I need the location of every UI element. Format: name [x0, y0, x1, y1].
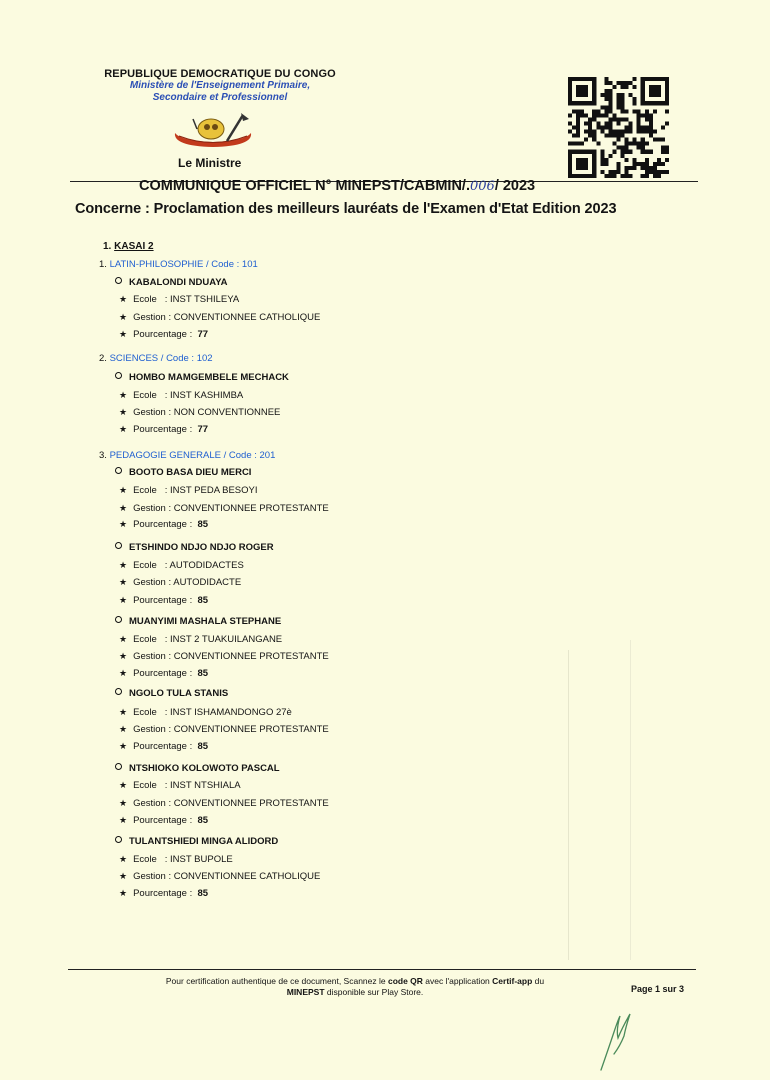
candidate-name-text: ETSHINDO NDJO NDJO ROGER: [129, 542, 274, 553]
pourcentage-label: Pourcentage: [133, 888, 187, 899]
scan-crease: [568, 650, 569, 960]
star-bullet-icon: ★: [119, 407, 128, 417]
handwritten-signature-icon: [596, 1010, 636, 1072]
gestion-value: CONVENTIONNEE PROTESTANTE: [173, 724, 329, 735]
star-bullet-icon: ★: [119, 780, 128, 790]
candidate-gestion: ★ Gestion : CONVENTIONNEE PROTESTANTE: [119, 651, 329, 662]
ecole-value: INST ISHAMANDONGO 27è: [170, 707, 292, 718]
communique-prefix: COMMUNIQUE OFFICIEL N° MINEPST/CABMIN/.: [139, 178, 470, 194]
note-text: Pour certification authentique de ce document, Scannez le: [165, 976, 388, 986]
gestion-value: NON CONVENTIONNEE: [173, 407, 281, 418]
candidate-pourcentage: ★ Pourcentage : 85: [119, 815, 209, 826]
ecole-label: Ecole: [133, 560, 157, 571]
pourcentage-value: 85: [197, 668, 209, 679]
gestion-label: Gestion: [133, 577, 166, 588]
pourcentage-label: Pourcentage: [133, 595, 187, 606]
candidate-ecole: ★ Ecole : INST KASHIMBA: [119, 390, 244, 401]
footer-divider: [68, 969, 696, 970]
candidate-ecole: ★ Ecole : INST ISHAMANDONGO 27è: [119, 707, 292, 718]
star-bullet-icon: ★: [119, 595, 128, 605]
candidate-name: [115, 542, 274, 553]
candidate-ecole: ★ Ecole : INST TSHILEYA: [119, 294, 240, 305]
candidate-gestion: ★ Gestion : CONVENTIONNEE PROTESTANTE: [119, 503, 329, 514]
candidate-pourcentage: ★ Pourcentage : 77: [119, 424, 209, 435]
section-heading: [99, 450, 275, 461]
section-heading: [99, 259, 258, 270]
candidate-name-text: HOMBO MAMGEMBELE MECHACK: [129, 372, 289, 383]
star-bullet-icon: ★: [119, 634, 128, 644]
star-bullet-icon: ★: [119, 329, 128, 339]
candidate-ecole: ★ Ecole : INST 2 TUAKUILANGANE: [119, 634, 283, 645]
candidate-name: [115, 372, 289, 383]
ecole-value: INST BUPOLE: [170, 854, 233, 865]
circle-bullet-icon: [115, 467, 122, 474]
minister-title: Le Ministre: [178, 156, 242, 170]
section-number: 1.: [99, 259, 107, 270]
candidate-name-text: BOOTO BASA DIEU MERCI: [129, 467, 252, 478]
candidate-name-text: TULANTSHIEDI MINGA ALIDORD: [129, 836, 279, 847]
gestion-label: Gestion: [133, 407, 166, 418]
candidate-gestion: ★ Gestion : AUTODIDACTE: [119, 577, 242, 588]
star-bullet-icon: ★: [119, 503, 128, 513]
section-title: PEDAGOGIE GENERALE / Code : 201: [109, 450, 276, 461]
section-title: SCIENCES / Code : 102: [109, 353, 213, 364]
ecole-value: AUTODIDACTES: [169, 560, 244, 571]
candidate-pourcentage: ★ Pourcentage : 85: [119, 519, 209, 530]
star-bullet-icon: ★: [119, 519, 128, 529]
star-bullet-icon: ★: [119, 854, 128, 864]
star-bullet-icon: ★: [119, 668, 128, 678]
ecole-label: Ecole: [133, 707, 157, 718]
coat-of-arms-icon: [165, 111, 261, 153]
candidate-name-text: KABALONDI NDUAYA: [129, 277, 228, 288]
pourcentage-label: Pourcentage: [133, 424, 187, 435]
star-bullet-icon: ★: [119, 312, 128, 322]
ecole-value: INST 2 TUAKUILANGANE: [170, 634, 283, 645]
section-title: LATIN-PHILOSOPHIE / Code : 101: [109, 259, 258, 270]
gestion-label: Gestion: [133, 312, 166, 323]
star-bullet-icon: ★: [119, 871, 128, 881]
gestion-value: CONVENTIONNEE CATHOLIQUE: [173, 312, 321, 323]
candidate-name: [115, 688, 228, 699]
star-bullet-icon: ★: [119, 294, 128, 304]
ministry-name-line2: Secondaire et Professionnel: [152, 92, 288, 103]
ecole-value: INST NTSHIALA: [170, 780, 241, 791]
concerne-subject: Concerne : Proclamation des meilleurs lauréats de l'Examen d'Etat Edition 2023: [75, 201, 617, 217]
star-bullet-icon: ★: [119, 724, 128, 734]
ecole-label: Ecole: [133, 390, 157, 401]
certification-note: [140, 976, 570, 998]
gestion-value: CONVENTIONNEE PROTESTANTE: [173, 503, 329, 514]
ecole-value: INST TSHILEYA: [170, 294, 240, 305]
section-number: 3.: [99, 450, 107, 461]
gestion-label: Gestion: [133, 651, 166, 662]
gestion-label: Gestion: [133, 798, 166, 809]
candidate-gestion: ★ Gestion : CONVENTIONNEE CATHOLIQUE: [119, 871, 321, 882]
star-bullet-icon: ★: [119, 798, 128, 808]
pourcentage-value: 85: [197, 888, 209, 899]
candidate-gestion: ★ Gestion : NON CONVENTIONNEE: [119, 407, 281, 418]
note-app-name: Certif-app: [492, 976, 533, 986]
candidate-name-text: NTSHIOKO KOLOWOTO PASCAL: [129, 763, 280, 774]
gestion-value: CONVENTIONNEE PROTESTANTE: [173, 651, 329, 662]
candidate-name: [115, 467, 251, 478]
candidate-name-text: NGOLO TULA STANIS: [129, 688, 229, 699]
star-bullet-icon: ★: [119, 888, 128, 898]
star-bullet-icon: ★: [119, 651, 128, 661]
candidate-name: [115, 616, 281, 627]
pourcentage-label: Pourcentage: [133, 519, 187, 530]
section-heading: [99, 353, 213, 364]
communique-number: 006: [469, 179, 495, 194]
candidate-pourcentage: ★ Pourcentage : 85: [119, 741, 209, 752]
circle-bullet-icon: [115, 277, 122, 284]
gestion-label: Gestion: [133, 503, 166, 514]
ecole-label: Ecole: [133, 634, 157, 645]
circle-bullet-icon: [115, 542, 122, 549]
section-number: 2.: [99, 353, 107, 364]
ecole-label: Ecole: [133, 294, 157, 305]
issuer-header: [90, 68, 350, 104]
ecole-value: INST KASHIMBA: [170, 390, 244, 401]
pourcentage-value: 77: [197, 424, 209, 435]
pourcentage-label: Pourcentage: [133, 815, 187, 826]
candidate-gestion: ★ Gestion : CONVENTIONNEE PROTESTANTE: [119, 724, 329, 735]
circle-bullet-icon: [115, 688, 122, 695]
candidate-gestion: ★ Gestion : CONVENTIONNEE PROTESTANTE: [119, 798, 329, 809]
qr-code-icon[interactable]: [567, 77, 670, 178]
candidate-pourcentage: ★ Pourcentage : 85: [119, 668, 209, 679]
pourcentage-value: 85: [197, 741, 209, 752]
candidate-pourcentage: ★ Pourcentage : 85: [119, 888, 209, 899]
circle-bullet-icon: [115, 616, 122, 623]
candidate-name: [115, 836, 278, 847]
province-number: 1.: [103, 241, 112, 252]
pourcentage-value: 77: [197, 329, 209, 340]
star-bullet-icon: ★: [119, 815, 128, 825]
candidate-pourcentage: ★ Pourcentage : 77: [119, 329, 209, 340]
communique-suffix: / 2023: [494, 178, 536, 194]
star-bullet-icon: ★: [119, 424, 128, 434]
gestion-label: Gestion: [133, 871, 166, 882]
ministry-name-line1: Ministère de l'Enseignement Primaire,: [129, 80, 311, 91]
note-ministry: MINEPST: [286, 987, 325, 997]
communique-title: [139, 178, 535, 194]
star-bullet-icon: ★: [119, 560, 128, 570]
republic-name: REPUBLIQUE DEMOCRATIQUE DU CONGO: [104, 68, 336, 80]
circle-bullet-icon: [115, 372, 122, 379]
province-heading: [103, 241, 154, 252]
ecole-label: Ecole: [133, 780, 157, 791]
gestion-value: AUTODIDACTE: [173, 577, 242, 588]
gestion-value: CONVENTIONNEE CATHOLIQUE: [173, 871, 321, 882]
pourcentage-value: 85: [197, 519, 209, 530]
star-bullet-icon: ★: [119, 390, 128, 400]
note-qr-code: code QR: [387, 976, 423, 986]
pourcentage-value: 85: [197, 595, 209, 606]
gestion-value: CONVENTIONNEE PROTESTANTE: [173, 798, 329, 809]
circle-bullet-icon: [115, 836, 122, 843]
ecole-value: INST PEDA BESOYI: [170, 485, 258, 496]
candidate-pourcentage: ★ Pourcentage : 85: [119, 595, 209, 606]
note-text: disponible sur Play Store.: [324, 987, 424, 997]
page-number: Page 1 sur 3: [631, 984, 685, 994]
candidate-ecole: ★ Ecole : INST PEDA BESOYI: [119, 485, 258, 496]
candidate-name: [115, 277, 228, 288]
star-bullet-icon: ★: [119, 577, 128, 587]
star-bullet-icon: ★: [119, 707, 128, 717]
circle-bullet-icon: [115, 763, 122, 770]
pourcentage-value: 85: [197, 815, 209, 826]
scan-crease: [630, 640, 631, 960]
candidate-ecole: ★ Ecole : AUTODIDACTES: [119, 560, 244, 571]
note-text: du: [532, 976, 545, 986]
candidate-name: [115, 763, 280, 774]
star-bullet-icon: ★: [119, 741, 128, 751]
gestion-label: Gestion: [133, 724, 166, 735]
note-text: avec l'application: [422, 976, 493, 986]
ecole-label: Ecole: [133, 854, 157, 865]
pourcentage-label: Pourcentage: [133, 668, 187, 679]
candidate-ecole: ★ Ecole : INST NTSHIALA: [119, 780, 241, 791]
candidate-ecole: ★ Ecole : INST BUPOLE: [119, 854, 233, 865]
star-bullet-icon: ★: [119, 485, 128, 495]
ecole-label: Ecole: [133, 485, 157, 496]
pourcentage-label: Pourcentage: [133, 329, 187, 340]
pourcentage-label: Pourcentage: [133, 741, 187, 752]
province-name: KASAI 2: [114, 241, 154, 252]
candidate-gestion: ★ Gestion : CONVENTIONNEE CATHOLIQUE: [119, 312, 321, 323]
candidate-name-text: MUANYIMI MASHALA STEPHANE: [129, 616, 282, 627]
